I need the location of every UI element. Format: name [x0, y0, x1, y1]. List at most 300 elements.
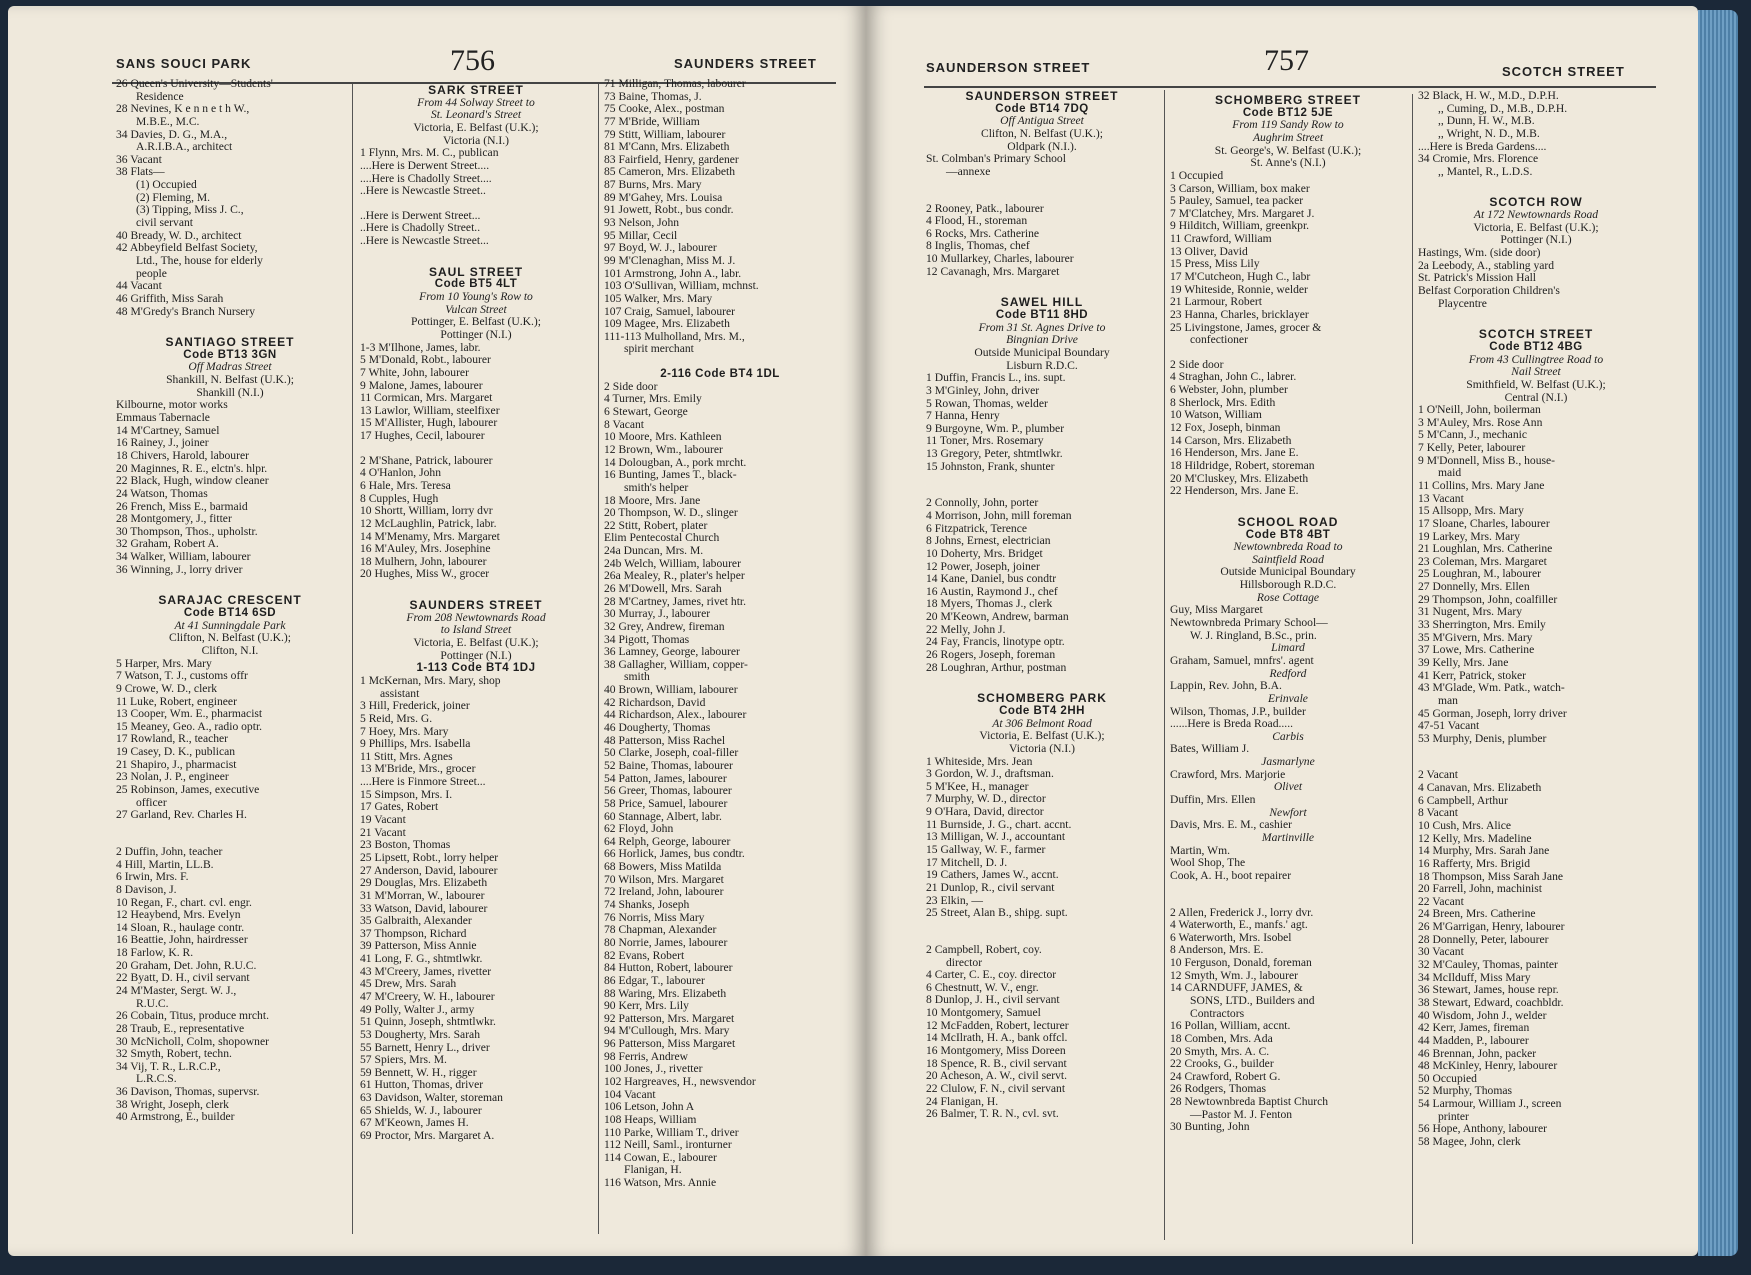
right-column-1 [926, 84, 1158, 1121]
directory-entry: 1 O'Neill, John, boilerman [1418, 404, 1541, 417]
ward-line: Clifton, N. Belfast (U.K.); [168, 632, 292, 645]
directory-entry: 40 Brown, William, labourer [604, 684, 738, 697]
directory-entry: 12 Cavanagh, Mrs. Margaret [926, 265, 1060, 278]
ward-line: Shankill, N. Belfast (U.K.); [166, 374, 294, 387]
column-divider [352, 84, 353, 1234]
directory-entry: 20 M'Cluskey, Mrs. Elizabeth [1170, 472, 1309, 485]
directory-entry: 19 Larkey, Mrs. Mary [1418, 530, 1520, 543]
directory-entry: 36 Winning, J., lorry driver [116, 563, 243, 576]
directory-entry: 15 Allsopp, Mrs. Mary [1418, 505, 1524, 518]
street-location: Off Madras Street [188, 361, 272, 374]
directory-entry: 44 Madden, P., labourer [1418, 1034, 1529, 1047]
ward-line: Hillsborough R.D.C. [1239, 579, 1337, 592]
directory-entry: 4 Canavan, Mrs. Elizabeth [1418, 782, 1542, 795]
directory-entry: 8 Dunlop, J. H., civil servant [926, 994, 1060, 1007]
directory-entry: 58 Price, Samuel, labourer [604, 797, 728, 810]
ward-line: Victoria, E. Belfast (U.K.); [413, 637, 539, 650]
directory-entry: 23 Elkin, — [926, 894, 984, 907]
directory-entry: 16 Beattie, John, hairdresser [116, 934, 248, 947]
directory-entry: 52 Murphy, Thomas [1418, 1085, 1513, 1098]
directory-entry: 20 Maginnes, R. E., elctn's. hlpr. [116, 462, 268, 475]
spacer [360, 248, 592, 260]
directory-entry: 8 Inglis, Thomas, chef [926, 240, 1030, 253]
street-heading: SCOTCH STREET [1478, 327, 1594, 342]
directory-entry: 48 M'Gredy's Branch Nursery [116, 305, 256, 318]
directory-entry: 100 Jones, J., rivetter [604, 1063, 703, 1076]
directory-entry: 10 Watson, William [1170, 409, 1262, 422]
spacer [1418, 310, 1654, 322]
entry-continuation: people [136, 267, 167, 280]
directory-entry: 59 Bennett, W. H., rigger [360, 1066, 477, 1079]
directory-entry: 23 Boston, Thomas [360, 839, 451, 852]
street-heading: SANTIAGO STREET [165, 335, 295, 350]
directory-entry: Cook, A. H., boot repairer [1170, 869, 1292, 882]
directory-entry: 45 Gorman, Joseph, lorry driver [1418, 707, 1567, 720]
directory-entry: Wool Shop, The [1170, 857, 1246, 870]
directory-entry: 46 Griffith, Miss Sarah [116, 292, 224, 305]
directory-entry: 94 M'Cullough, Mrs. Mary [604, 1025, 730, 1038]
directory-entry: 2 Side door [1170, 358, 1224, 371]
directory-entry: 9 Crowe, W. D., clerk [116, 682, 218, 695]
postcode: Code BT8 4BT [1245, 528, 1331, 541]
column-divider [1412, 94, 1413, 1244]
directory-entry: 3 M'Auley, Mrs. Rose Ann [1418, 416, 1543, 429]
directory-entry: 11 Stitt, Mrs. Agnes [360, 750, 453, 763]
directory-entry: 14 McIlrath, H. A., bank offcl. [926, 1032, 1068, 1045]
ward-line: Clifton, N. Belfast (U.K.); [980, 127, 1104, 140]
directory-entry: 3 Gordon, W. J., draftsman. [926, 768, 1054, 781]
directory-entry: 75 Cooke, Alex., postman [604, 103, 725, 116]
directory-entry: 96 Patterson, Miss Margaret [604, 1038, 736, 1051]
directory-entry: 2 Allen, Frederick J., lorry dvr. [1170, 906, 1314, 919]
directory-entry: 63 Davidson, Walter, storeman [360, 1092, 503, 1105]
directory-entry: 7 M'Clatchey, Mrs. Margaret J. [1170, 207, 1315, 220]
street-heading: SCOTCH ROW [1489, 195, 1583, 210]
directory-entry: 7 White, John, labourer [360, 366, 469, 379]
directory-entry: 28 Nevines, K e n n e t h W., [116, 103, 250, 116]
entry-continuation: spirit merchant [624, 343, 694, 356]
directory-entry: 109 Magee, Mrs. Elizabeth [604, 318, 730, 331]
entry-continuation: maid [1438, 467, 1462, 480]
directory-entry: 13 M'Bride, Mrs., grocer [360, 763, 476, 776]
directory-entry: ..Here is Newcastle Street.. [360, 185, 486, 198]
directory-entry: 48 Patterson, Miss Rachel [604, 734, 726, 747]
street-location: Newtownbreda Road to [1233, 541, 1343, 554]
directory-entry: 16 Austin, Raymond J., chef [926, 585, 1058, 598]
right-page-number: 757 [1264, 44, 1309, 77]
directory-entry: 12 McFadden, Robert, lecturer [926, 1019, 1069, 1032]
directory-entry: 54 Patton, James, labourer [604, 772, 727, 785]
directory-entry: 21 Loughlan, Mrs. Catherine [1418, 543, 1553, 556]
directory-entry: 62 Floyd, John [604, 823, 674, 836]
street-location: Aughrim Street [1252, 131, 1324, 144]
directory-entry: 95 Millar, Cecil [604, 229, 678, 242]
directory-entry: 18 Comben, Mrs. Ada [1170, 1032, 1273, 1045]
directory-entry: 17 Sloane, Charles, labourer [1418, 517, 1550, 530]
left-page-number: 756 [450, 44, 495, 77]
directory-entry: 2 Rooney, Patk., labourer [926, 202, 1044, 215]
directory-entry: 2 Side door [604, 380, 658, 393]
directory-entry: 11 Luke, Robert, engineer [116, 695, 237, 708]
directory-entry: 31 Nugent, Mrs. Mary [1418, 606, 1523, 619]
right-header-first-street: SAUNDERSON STREET [926, 60, 1091, 75]
book-spread [8, 6, 1708, 1268]
spacer [926, 485, 1158, 497]
street-location: Newfort [1269, 806, 1307, 819]
directory-entry: 13 Cooper, Wm. E., pharmacist [116, 708, 263, 721]
directory-entry: 6 Waterworth, Mrs. Isobel [1170, 931, 1292, 944]
directory-entry: 11 Crawford, William [1170, 233, 1272, 246]
spacer [1418, 178, 1654, 190]
directory-entry: 67 M'Keown, James H. [360, 1117, 469, 1130]
spacer [116, 834, 344, 846]
directory-entry: 10 Shortt, William, lorry dvr [360, 505, 493, 518]
directory-entry: 10 Regan, F., chart. cvl. engr. [116, 896, 252, 909]
street-heading: SCHOMBERG PARK [977, 691, 1107, 706]
directory-entry: 52 Baine, Thomas, labourer [604, 759, 733, 772]
street-heading: SCHOOL ROAD [1237, 514, 1339, 529]
column-divider [598, 84, 599, 1234]
entry-continuation: (3) Tipping, Miss J. C., [136, 204, 244, 217]
entry-continuation: R.U.C. [136, 997, 169, 1010]
street-location: Rose Cottage [1256, 591, 1320, 604]
directory-entry: 22 Melly, John J. [926, 623, 1006, 636]
ward-line: Oldpark (N.I.). [1007, 140, 1077, 153]
directory-entry: 53 Dougherty, Mrs. Sarah [360, 1028, 480, 1041]
directory-entry: 79 Stitt, William, labourer [604, 128, 726, 141]
directory-entry: 20 Farrell, John, machinist [1418, 883, 1542, 896]
directory-entry: 48 McKinley, Henry, labourer [1418, 1060, 1558, 1073]
spacer [926, 179, 1158, 191]
directory-entry: Martin, Wm. [1170, 844, 1231, 857]
entry-continuation: civil servant [136, 217, 193, 230]
directory-entry: 13 Gregory, Peter, shtmtlwkr. [926, 448, 1063, 461]
directory-entry: 60 Stannage, Albert, labr. [604, 810, 722, 823]
directory-entry: 26 Queen's University—Students' [116, 78, 273, 90]
directory-entry: 14 CARNDUFF, JAMES, & [1170, 982, 1303, 995]
directory-entry: 11 Burnside, J. G., chart. accnt. [926, 818, 1072, 831]
directory-entry: 8 Cupples, Hugh [360, 492, 439, 505]
directory-entry: 18 Thompson, Miss Sarah Jane [1418, 870, 1564, 883]
directory-entry: 26 Rodgers, Thomas [1170, 1083, 1267, 1096]
directory-entry: 22 Vacant [1418, 895, 1464, 908]
entry-continuation: man [1438, 694, 1458, 707]
directory-entry: 24 Watson, Thomas [116, 487, 208, 500]
directory-entry: 28 Loughran, Arthur, postman [926, 661, 1067, 674]
directory-entry: 83 Fairfield, Henry, gardener [604, 153, 739, 166]
entry-continuation: Contractors [1190, 1007, 1245, 1020]
directory-entry: 21 Vacant [360, 826, 406, 839]
directory-entry: 1 Whiteside, Mrs. Jean [926, 755, 1033, 768]
directory-entry: 33 Sherrington, Mrs. Emily [1418, 619, 1546, 632]
spacer [926, 191, 1158, 203]
directory-entry: Davis, Mrs. E. M., cashier [1170, 819, 1293, 832]
left-header-last-street: SAUNDERS STREET [674, 56, 817, 71]
directory-entry: 16 Pollan, William, accnt. [1170, 1020, 1291, 1033]
directory-entry: 18 Spence, R. B., civil servant [926, 1057, 1067, 1070]
directory-entry: 44 Richardson, Alex., labourer [604, 709, 747, 722]
directory-entry: 1 Occupied [1170, 169, 1224, 182]
directory-entry: 34 Pigott, Thomas [604, 633, 690, 646]
directory-entry: 24 Flanigan, H. [926, 1095, 999, 1108]
directory-entry: 19 Cathers, James W., accnt. [926, 869, 1059, 882]
spacer [1170, 347, 1406, 359]
street-location: Erinvale [1268, 692, 1308, 705]
directory-entry: 39 Patterson, Miss Annie [360, 940, 477, 953]
directory-entry: 64 Relph, George, labourer [604, 835, 731, 848]
directory-entry: 6 Campbell, Arthur [1418, 794, 1508, 807]
directory-entry: 54 Larmour, William J., screen [1418, 1098, 1562, 1111]
directory-entry: Duffin, Mrs. Ellen [1170, 794, 1256, 807]
directory-entry: 17 Hughes, Cecil, labourer [360, 430, 485, 443]
directory-entry: 116 Watson, Mrs. Annie [604, 1177, 717, 1190]
directory-entry: 25 Robinson, James, executive [116, 784, 260, 797]
street-location: From 119 Sandy Row to [1232, 119, 1344, 132]
directory-entry: 2a Leebody, A., stabling yard [1418, 259, 1555, 272]
directory-entry: 23 Nolan, J. P., engineer [116, 771, 229, 784]
directory-entry: Wilson, Thomas, J.P., builder [1170, 705, 1306, 718]
directory-entry: 30 Murray, J., labourer [604, 608, 711, 621]
ward-line: Victoria, E. Belfast (U.K.); [413, 121, 539, 134]
directory-entry: 74 Shanks, Joseph [604, 899, 690, 912]
spacer [926, 920, 1158, 932]
directory-entry: 84 Hutton, Robert, labourer [604, 962, 733, 975]
directory-entry: 24a Duncan, Mrs. M. [604, 545, 704, 558]
directory-entry: 93 Nelson, John [604, 217, 680, 230]
directory-entry: 33 Watson, David, labourer [360, 902, 488, 915]
directory-entry: 26 Rogers, Joseph, foreman [926, 649, 1056, 662]
street-heading: SAUNDERSON STREET [965, 89, 1119, 103]
street-heading: SARK STREET [428, 83, 524, 97]
directory-entry: 57 Spiers, Mrs. M. [360, 1054, 447, 1067]
directory-entry: 30 Bunting, John [1170, 1121, 1250, 1134]
directory-entry: 25 Livingstone, James, grocer & [1170, 321, 1322, 334]
directory-entry: 30 McNicholl, Colm, shopowner [116, 1035, 269, 1048]
directory-entry: 114 Cowan, E., labourer [604, 1151, 717, 1164]
entry-continuation: Residence [136, 90, 184, 103]
directory-entry: 18 Myers, Thomas J., clerk [926, 598, 1053, 611]
street-location: Redford [1269, 667, 1307, 680]
directory-entry: ....Here is Derwent Street.... [360, 159, 490, 172]
directory-entry: 6 Webster, John, plumber [1170, 384, 1288, 397]
directory-entry: 36 Davison, Thomas, supervsr. [116, 1086, 260, 1099]
directory-entry: 9 Phillips, Mrs. Isabella [360, 738, 471, 751]
directory-entry: 86 Edgar, T., labourer [604, 974, 705, 987]
directory-entry: 56 Hope, Anthony, labourer [1418, 1123, 1548, 1136]
directory-entry: 88 Waring, Mrs. Elizabeth [604, 987, 727, 1000]
directory-entry: 3 Carson, William, box maker [1170, 182, 1310, 195]
directory-entry: 110 Parke, William T., driver [604, 1126, 739, 1139]
entry-continuation: ,, Cuming, D., M.B., D.P.H. [1438, 102, 1568, 115]
street-heading: SAUNDERS STREET [409, 598, 543, 613]
ward-line: Outside Municipal Boundary [974, 346, 1110, 359]
directory-entry: 38 Wright, Joseph, clerk [116, 1098, 229, 1111]
street-location: From 43 Cullingtree Road to [1468, 353, 1604, 366]
directory-entry: 89 M'Gahey, Mrs. Louisa [604, 191, 723, 204]
directory-entry: 4 Turner, Mrs. Emily [604, 393, 702, 406]
directory-entry: 20 Thompson, W. D., slinger [604, 507, 738, 520]
entry-continuation: L.R.C.S. [136, 1073, 177, 1086]
entry-continuation: SONS, LTD., Builders and [1190, 994, 1315, 1007]
entry-continuation: M.B.E., M.C. [136, 115, 200, 128]
directory-entry: 35 Galbraith, Alexander [360, 915, 472, 928]
directory-entry: 1 Duffin, Francis L., ins. supt. [926, 372, 1066, 385]
directory-entry: 4 Carter, C. E., coy. director [926, 969, 1057, 982]
directory-entry: 30 Thompson, Thos., upholstr. [116, 525, 258, 538]
directory-entry: 8 Vacant [1418, 807, 1459, 820]
directory-entry: 12 Fox, Joseph, binman [1170, 422, 1281, 435]
spacer [604, 356, 836, 368]
spacer [116, 576, 344, 588]
directory-entry: Newtownbreda Primary School— [1170, 617, 1328, 630]
directory-entry: 26 M'Garrigan, Henry, labourer [1418, 921, 1565, 934]
directory-entry: 32 Black, H. W., M.D., D.P.H. [1418, 90, 1559, 102]
directory-entry: 8 Vacant [604, 418, 645, 431]
directory-entry: 20 Smyth, Mrs. A. C. [1170, 1045, 1270, 1058]
directory-entry: 40 Armstrong, E., builder [116, 1111, 235, 1124]
directory-entry: 87 Burns, Mrs. Mary [604, 179, 702, 192]
directory-entry: 70 Wilson, Mrs. Margaret [604, 873, 724, 886]
directory-entry: 24b Welch, William, labourer [604, 557, 741, 570]
directory-entry: 5 Pauley, Samuel, tea packer [1170, 195, 1304, 208]
entry-continuation: printer [1438, 1110, 1469, 1123]
entry-continuation: (1) Occupied [136, 179, 197, 192]
directory-entry: 16 Henderson, Mrs. Jane E. [1170, 447, 1299, 460]
directory-entry: 40 Bready, W. D., architect [116, 229, 242, 242]
directory-entry: 30 Vacant [1418, 946, 1464, 959]
entry-continuation: confectioner [1190, 334, 1248, 347]
directory-entry: 4 Hill, Martin, LL.B. [116, 858, 214, 871]
directory-entry: 104 Vacant [604, 1088, 656, 1101]
directory-entry: 26a Mealey, R., plater's helper [604, 570, 745, 583]
directory-entry: 9 Hilditch, William, greenkpr. [1170, 220, 1310, 233]
directory-entry: 32 Grey, Andrew, fireman [604, 620, 725, 633]
directory-entry: 18 Mulhern, John, labourer [360, 555, 487, 568]
directory-entry: 7 Kelly, Peter, labourer [1418, 442, 1526, 455]
directory-entry: 20 Hughes, Miss W., grocer [360, 568, 490, 581]
directory-entry: 24 Crawford, Robert G. [1170, 1070, 1281, 1083]
directory-entry: 25 Lipsett, Robt., lorry helper [360, 851, 499, 864]
directory-entry: ......Here is Breda Road..... [1170, 718, 1293, 731]
directory-entry: 19 Casey, D. K., publican [116, 746, 236, 759]
directory-entry: 5 Reid, Mrs. G. [360, 712, 433, 725]
directory-entry: 102 Hargreaves, H., newsvendor [604, 1075, 756, 1088]
directory-entry: 1 Flynn, Mrs. M. C., publican [360, 147, 499, 160]
directory-entry: 23 Hanna, Charles, bricklayer [1170, 308, 1309, 321]
directory-entry: 7 Murphy, W. D., director [926, 793, 1046, 806]
directory-entry: 27 Anderson, David, labourer [360, 864, 498, 877]
directory-entry: Bates, William J. [1170, 743, 1250, 756]
directory-entry: 50 Occupied [1418, 1072, 1477, 1085]
directory-entry: 72 Ireland, John, labourer [604, 886, 724, 899]
left-column-3 [604, 78, 836, 1190]
directory-entry: 16 M'Auley, Mrs. Josephine [360, 543, 491, 556]
directory-entry: 13 Vacant [1418, 492, 1464, 505]
ward-line: Victoria, E. Belfast (U.K.); [1473, 221, 1599, 234]
entry-continuation: ,, Wright, N. D., M.B. [1438, 127, 1540, 140]
entry-continuation: —annexe [946, 165, 991, 178]
directory-entry: St. Colmban's Primary School [926, 153, 1066, 166]
directory-entry: 71 Milligan, Thomas, labourer [604, 78, 746, 90]
directory-entry: 36 Vacant [116, 153, 162, 166]
directory-entry: 13 Oliver, David [1170, 245, 1248, 258]
directory-entry: 76 Norris, Miss Mary [604, 911, 705, 924]
directory-entry: 3 M'Ginley, John, driver [926, 384, 1040, 397]
directory-entry: 46 Brennan, John, packer [1418, 1047, 1537, 1060]
directory-entry: Crawford, Mrs. Marjorie [1170, 768, 1286, 781]
spacer [926, 932, 1158, 944]
directory-entry: 8 Johns, Ernest, electrician [926, 535, 1051, 548]
directory-entry: 22 Byatt, D. H., civil servant [116, 972, 250, 985]
spacer [116, 822, 344, 834]
directory-entry: 5 M'Donald, Robt., labourer [360, 354, 491, 367]
street-location: From 10 Young's Row to [419, 291, 533, 304]
directory-entry: 22 Clulow, F. N., civil servant [926, 1082, 1066, 1095]
street-location: Off Antigua Street [1000, 115, 1084, 128]
directory-entry: 18 Chivers, Harold, labourer [116, 449, 249, 462]
street-heading: SAUL STREET [428, 264, 524, 279]
street-location: Bingnian Drive [1006, 334, 1078, 347]
directory-entry: 82 Evans, Robert [604, 949, 685, 962]
directory-entry: 28 Montgomery, J., fitter [116, 513, 232, 526]
entry-continuation: officer [136, 796, 167, 809]
directory-entry: 4 Morrison, John, mill foreman [926, 510, 1072, 522]
directory-entry: 9 Malone, James, labourer [360, 379, 483, 392]
directory-entry: 37 Thompson, Richard [360, 927, 467, 940]
directory-entry: 6 Chestnutt, W. V., engr. [926, 981, 1039, 994]
directory-entry: Hastings, Wm. (side door) [1418, 247, 1541, 260]
directory-entry: 5 M'Kee, H., manager [926, 780, 1029, 793]
directory-entry: 28 M'Cartney, James, rivet htr. [604, 595, 747, 608]
entry-continuation: (2) Fleming, M. [136, 191, 211, 204]
directory-entry: 10 Montgomery, Samuel [926, 1007, 1041, 1020]
directory-entry: 10 Mullarkey, Charles, labourer [926, 253, 1074, 266]
directory-entry: 16 Montgomery, Miss Doreen [926, 1045, 1066, 1058]
directory-entry: 92 Patterson, Mrs. Margaret [604, 1012, 735, 1025]
directory-entry: 34 McIlduff, Miss Mary [1418, 971, 1531, 984]
directory-entry: 16 Rafferty, Mrs. Brigid [1418, 857, 1531, 870]
directory-entry: 34 Vij, T. R., L.R.C.P., [116, 1060, 221, 1073]
directory-entry: 15 Meaney, Geo. A., radio optr. [116, 720, 263, 733]
entry-continuation: W. J. Ringland, B.Sc., prin. [1190, 629, 1317, 642]
directory-entry: 5 Harper, Mrs. Mary [116, 657, 212, 670]
directory-entry: 22 Crooks, G., builder [1170, 1058, 1274, 1071]
directory-entry: 29 Douglas, Mrs. Elizabeth [360, 877, 488, 890]
street-location: From 31 St. Agnes Drive to [978, 321, 1106, 334]
directory-entry: 47 M'Creery, W. H., labourer [360, 991, 495, 1003]
directory-entry: 8 Sherlock, Mrs. Edith [1170, 396, 1276, 409]
directory-entry: 21 Shapiro, J., pharmacist [116, 758, 237, 771]
directory-entry: 69 Proctor, Mrs. Margaret A. [360, 1130, 495, 1143]
directory-entry: 34 Cromie, Mrs. Florence [1418, 153, 1539, 166]
directory-entry: 14 Dolougban, A., pork mrcht. [604, 456, 747, 469]
directory-entry: ..Here is Derwent Street... [360, 209, 481, 222]
directory-entry: 22 Stitt, Robert, plater [604, 519, 708, 532]
left-column-2 [360, 78, 592, 1143]
directory-entry: ....Here is Finmore Street... [360, 776, 486, 789]
directory-entry: 41 Long, F. G., shtmtlwkr. [360, 953, 483, 966]
directory-entry: 26 Cobain, Titus, produce mrcht. [116, 1010, 269, 1023]
spacer [360, 443, 592, 455]
directory-entry: 17 Gates, Robert [360, 801, 439, 814]
directory-entry: 21 Larmour, Robert [1170, 296, 1262, 309]
entry-continuation: Flanigan, H. [624, 1164, 682, 1177]
ward-line: Pottinger (N.I.) [440, 649, 512, 662]
ward-line: St. Anne's (N.I.) [1250, 157, 1326, 170]
directory-entry: 5 Rowan, Thomas, welder [926, 397, 1048, 410]
directory-entry: 61 Hutton, Thomas, driver [360, 1079, 484, 1092]
postcode: Code BT12 4BG [1489, 340, 1583, 353]
